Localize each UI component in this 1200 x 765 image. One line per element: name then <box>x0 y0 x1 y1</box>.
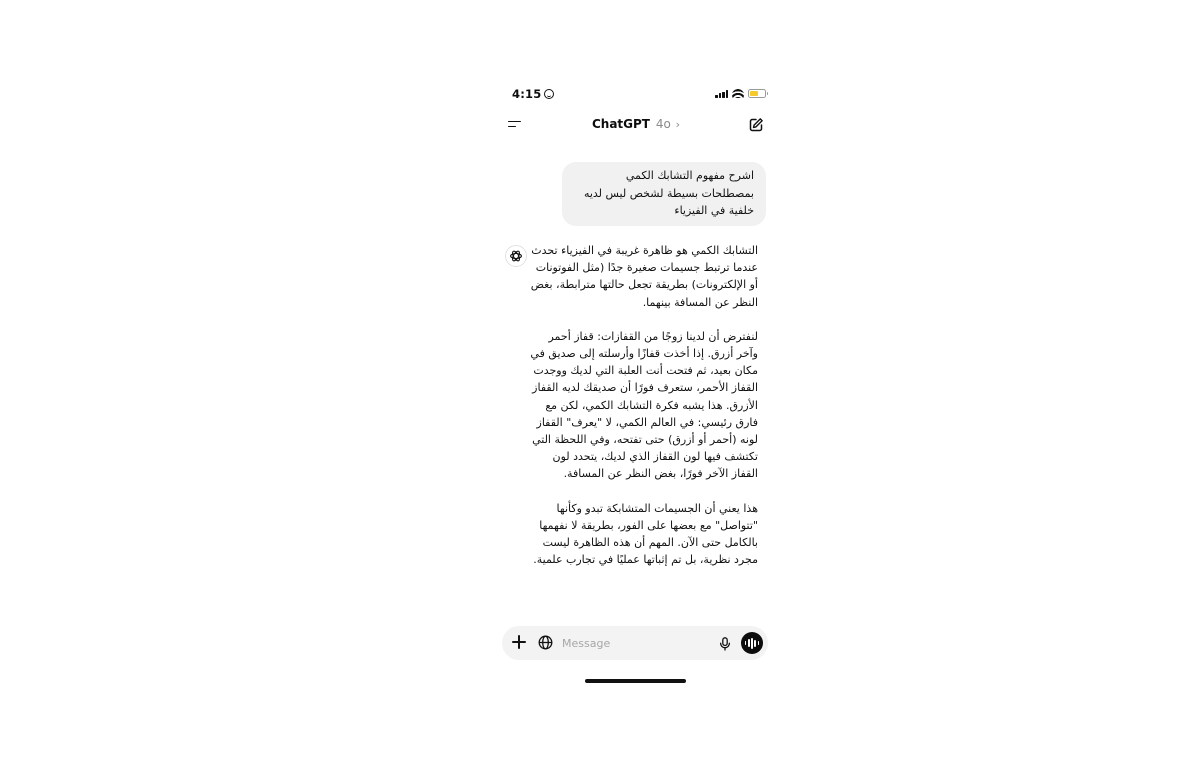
cellular-signal-icon <box>715 90 728 98</box>
status-indicators <box>715 89 766 98</box>
microphone-icon[interactable] <box>719 636 731 650</box>
openai-logo-icon <box>509 249 523 263</box>
plus-icon[interactable] <box>512 635 526 649</box>
focus-smiley-icon <box>544 89 554 99</box>
battery-icon <box>748 89 766 98</box>
message-input[interactable] <box>562 634 702 652</box>
assistant-paragraph: لنفترض أن لدينا زوجًا من القفازات: قفاز أحمر وآخر أزرق. إذا أخذت قفازًا وأرسلته إلى صديق في مكان بعيد، ثم فتحت أنت العلبة التي لديك ووجدت القفاز الأحمر، ستعرف فورًا أن صديقك لديه القفاز الأزرق. هذا يشبه فكرة التشابك الكمي، لكن مع فارق رئيسي: في العالم الكمي، لا "يعرف" القفاز لونه (أحمر أو أزرق) حتى تفتحه، وفي اللحظة التي تكتشف فيها لون القفاز الذي لديك، يتحدد لون القفاز الآخر فورًا، بغض النظر عن المسافة. <box>530 329 758 481</box>
assistant-paragraph: التشابك الكمي هو ظاهرة غريبة في الفيزياء تحدث عندما ترتبط جسيمات صغيرة جدًا (مثل الفوتونات أو الإلكترونات) بطريقة تجعل حالتها مترابطة، بغض النظر عن المسافة بينهما. <box>530 244 758 309</box>
assistant-message <box>530 242 758 585</box>
message-composer <box>502 626 768 660</box>
new-chat-button[interactable] <box>748 117 764 133</box>
user-message-bubble: اشرح مفهوم التشابك الكمي بمصطلحات بسيطة لشخص ليس لديه خلفية في الفيزياء <box>562 162 766 226</box>
model-name: 4o <box>655 117 671 131</box>
voice-mode-button[interactable] <box>741 632 763 654</box>
compose-icon <box>748 117 764 133</box>
assistant-paragraph: هذا يعني أن الجسيمات المتشابكة تبدو وكأنها "تتواصل" مع بعضها على الفور، بطريقة لا نفهمها بالكامل حتى الآن. المهم أن هذه الظاهرة ليست مجرد نظرية، بل تم إثباتها عمليًا في تجارب علمية. <box>533 501 758 567</box>
assistant-avatar <box>505 245 527 267</box>
model-selector[interactable] <box>502 117 770 131</box>
status-time <box>512 87 554 101</box>
home-indicator[interactable] <box>585 679 686 683</box>
chevron-right-icon: › <box>675 118 681 131</box>
app-title: ChatGPT <box>591 117 650 131</box>
phone-screen <box>502 78 770 690</box>
globe-icon[interactable] <box>538 635 553 650</box>
wifi-icon <box>732 89 744 98</box>
status-time-text: 4:15 <box>512 87 542 101</box>
